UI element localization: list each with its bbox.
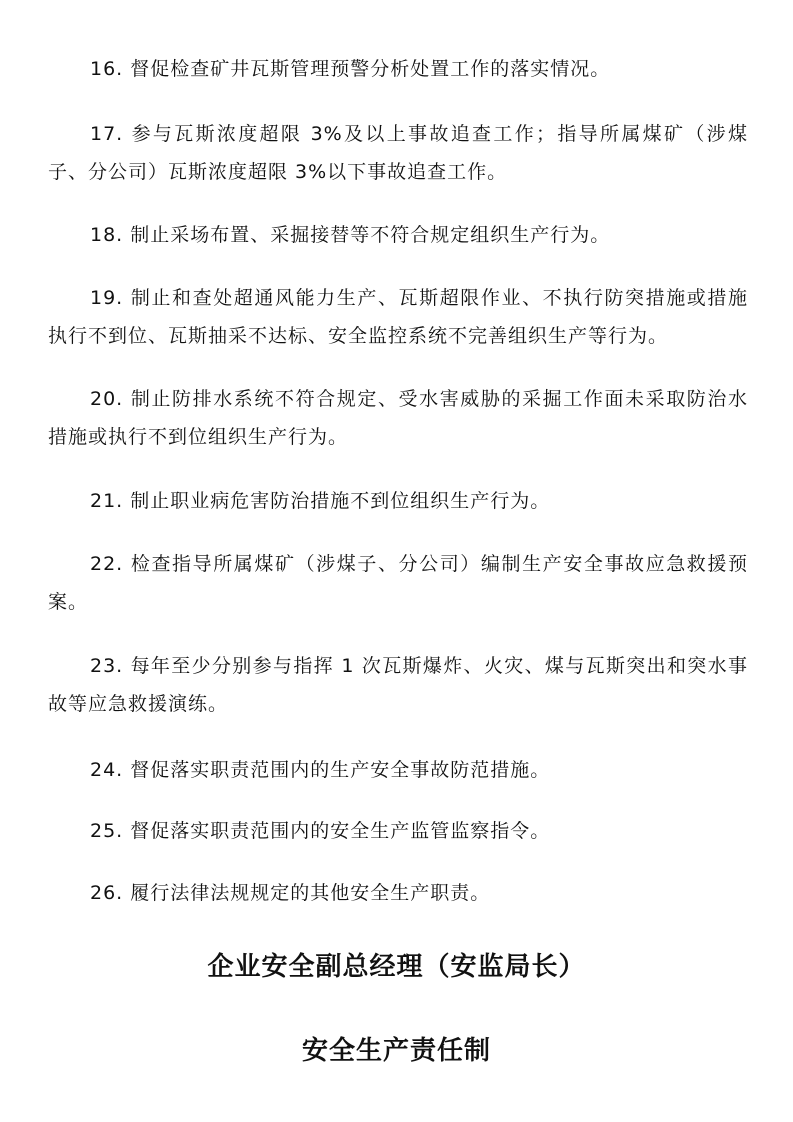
duty-item-18: 18. 制止采场布置、采掘接替等不符合规定组织生产行为。	[90, 224, 611, 246]
duty-item-24: 24. 督促落实职责范围内的生产安全事故防范措施。	[90, 759, 551, 781]
duty-item-22: 22. 检查指导所属煤矿（涉煤子、分公司）编制生产安全事故应急救援预案。	[48, 553, 748, 613]
duty-item-16: 16. 督促检查矿井瓦斯管理预警分析处置工作的落实情况。	[90, 58, 611, 80]
duty-item-19: 19. 制止和查处超通风能力生产、瓦斯超限作业、不执行防突措施或措施执行不到位、瓦斯抽采不达标、安全监控系统不完善组织生产等行为。	[48, 287, 748, 347]
duty-item-25: 25. 督促落实职责范围内的安全生产监管监察指令。	[90, 820, 551, 842]
duty-item-20: 20. 制止防排水系统不符合规定、受水害威胁的采掘工作面未采取防治水措施或执行不到位组织生产行为。	[48, 388, 748, 448]
section-title: 企业安全副总经理（安监局长）	[207, 952, 586, 982]
duty-item-17: 17. 参与瓦斯浓度超限 3%及以上事故追查工作；指导所属煤矿（涉煤子、分公司）瓦斯浓度超限 3%以下事故追查工作。	[48, 123, 748, 183]
duty-item-26: 26. 履行法律法规规定的其他安全生产职责。	[90, 882, 491, 904]
duty-item-23: 23. 每年至少分别参与指挥 1 次瓦斯爆炸、火灾、煤与瓦斯突出和突水事故等应急救援演练。	[48, 655, 748, 715]
section-subtitle: 安全生产责任制	[301, 1036, 491, 1066]
duty-item-21: 21. 制止职业病危害防治措施不到位组织生产行为。	[90, 490, 551, 512]
